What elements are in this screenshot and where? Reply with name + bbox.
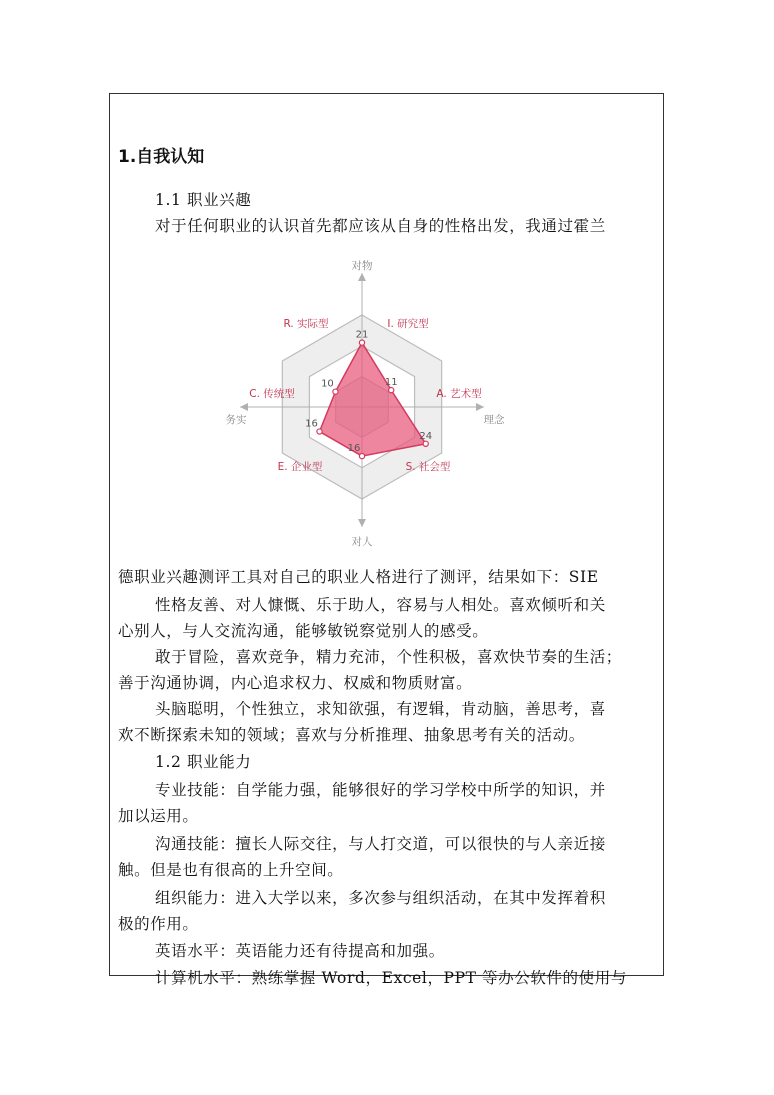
para-enterprising-2: 善于沟通协调，内心追求权力、权威和物质财富。 — [118, 674, 473, 692]
radar-point — [359, 340, 364, 345]
radar-category-label: A. 艺术型 — [436, 388, 482, 400]
radar-value-label: 16 — [305, 418, 318, 430]
interest-heading: 1.1 职业兴趣 — [155, 191, 252, 209]
radar-value-label: 24 — [419, 430, 433, 442]
axis-label-top: 对物 — [351, 260, 373, 272]
ability-english: 英语水平：英语能力还有待提高和加强。 — [155, 942, 445, 960]
para-social-2: 心别人，与人交流沟通，能够敏锐察觉别人的感受。 — [118, 622, 489, 640]
section-title: 1.自我认知 — [118, 147, 205, 167]
arrow-left-icon — [240, 403, 248, 411]
ability-heading: 1.2 职业能力 — [155, 753, 252, 771]
ability-computer: 计算机水平：熟练掌握 Word，Excel，PPT 等办公软件的使用与 — [155, 969, 627, 987]
ability-org-1: 组织能力：进入大学以来，多次参与组织活动，在其中发挥着积 — [155, 889, 606, 907]
arrow-right-icon — [476, 403, 484, 411]
radar-point — [389, 388, 394, 393]
radar-category-label: R. 实际型 — [283, 318, 329, 330]
ability-prof-2: 加以运用。 — [118, 807, 199, 825]
intro-line-2: 德职业兴趣测评工具对自己的职业人格进行了测评，结果如下：SIE — [118, 568, 599, 586]
arrow-up-icon — [358, 273, 366, 281]
radar-point — [333, 389, 338, 394]
radar-category-label: I. 研究型 — [387, 318, 429, 330]
radar-value-label: 11 — [384, 377, 398, 389]
radar-value-label: 21 — [355, 329, 369, 341]
para-social-1: 性格友善、对人慷慨、乐于助人，容易与人相处。喜欢倾听和关 — [155, 596, 606, 614]
para-investigative-1: 头脑聪明，个性独立，求知欲强，有逻辑，肯动脑，善思考，喜 — [155, 700, 606, 718]
axis-label-right: 理念 — [483, 414, 505, 426]
axis-label-left: 务实 — [225, 414, 247, 426]
radar-point — [423, 441, 428, 446]
radar-point — [359, 453, 364, 458]
radar-category-label: E. 企业型 — [277, 461, 323, 473]
axis-label-bottom: 对人 — [351, 536, 373, 548]
para-enterprising-1: 敢于冒险，喜欢竞争，精力充沛，个性积极，喜欢快节奏的生活； — [155, 648, 622, 666]
radar-category-label: S. 社会型 — [405, 461, 451, 473]
ability-prof-1: 专业技能：自学能力强，能够很好的学习学校中所学的知识，并 — [155, 781, 606, 799]
radar-point — [317, 429, 322, 434]
ability-comm-1: 沟通技能：擅长人际交往，与人打交道，可以很快的与人亲近接 — [155, 835, 606, 853]
radar-value-label: 16 — [347, 443, 361, 455]
radar-category-label: C. 传统型 — [249, 388, 295, 400]
intro-line-1: 对于任何职业的认识首先都应该从自身的性格出发，我通过霍兰 — [155, 217, 606, 235]
ability-comm-2: 触。但是也有很高的上升空间。 — [118, 861, 344, 879]
radar-value-label: 10 — [321, 378, 334, 390]
para-investigative-2: 欢不断探索未知的领域；喜欢与分析推理、抽象思考有关的活动。 — [118, 726, 585, 744]
arrow-down-icon — [358, 519, 366, 527]
ability-org-2: 极的作用。 — [118, 915, 199, 933]
holland-radar-chart — [222, 255, 522, 555]
